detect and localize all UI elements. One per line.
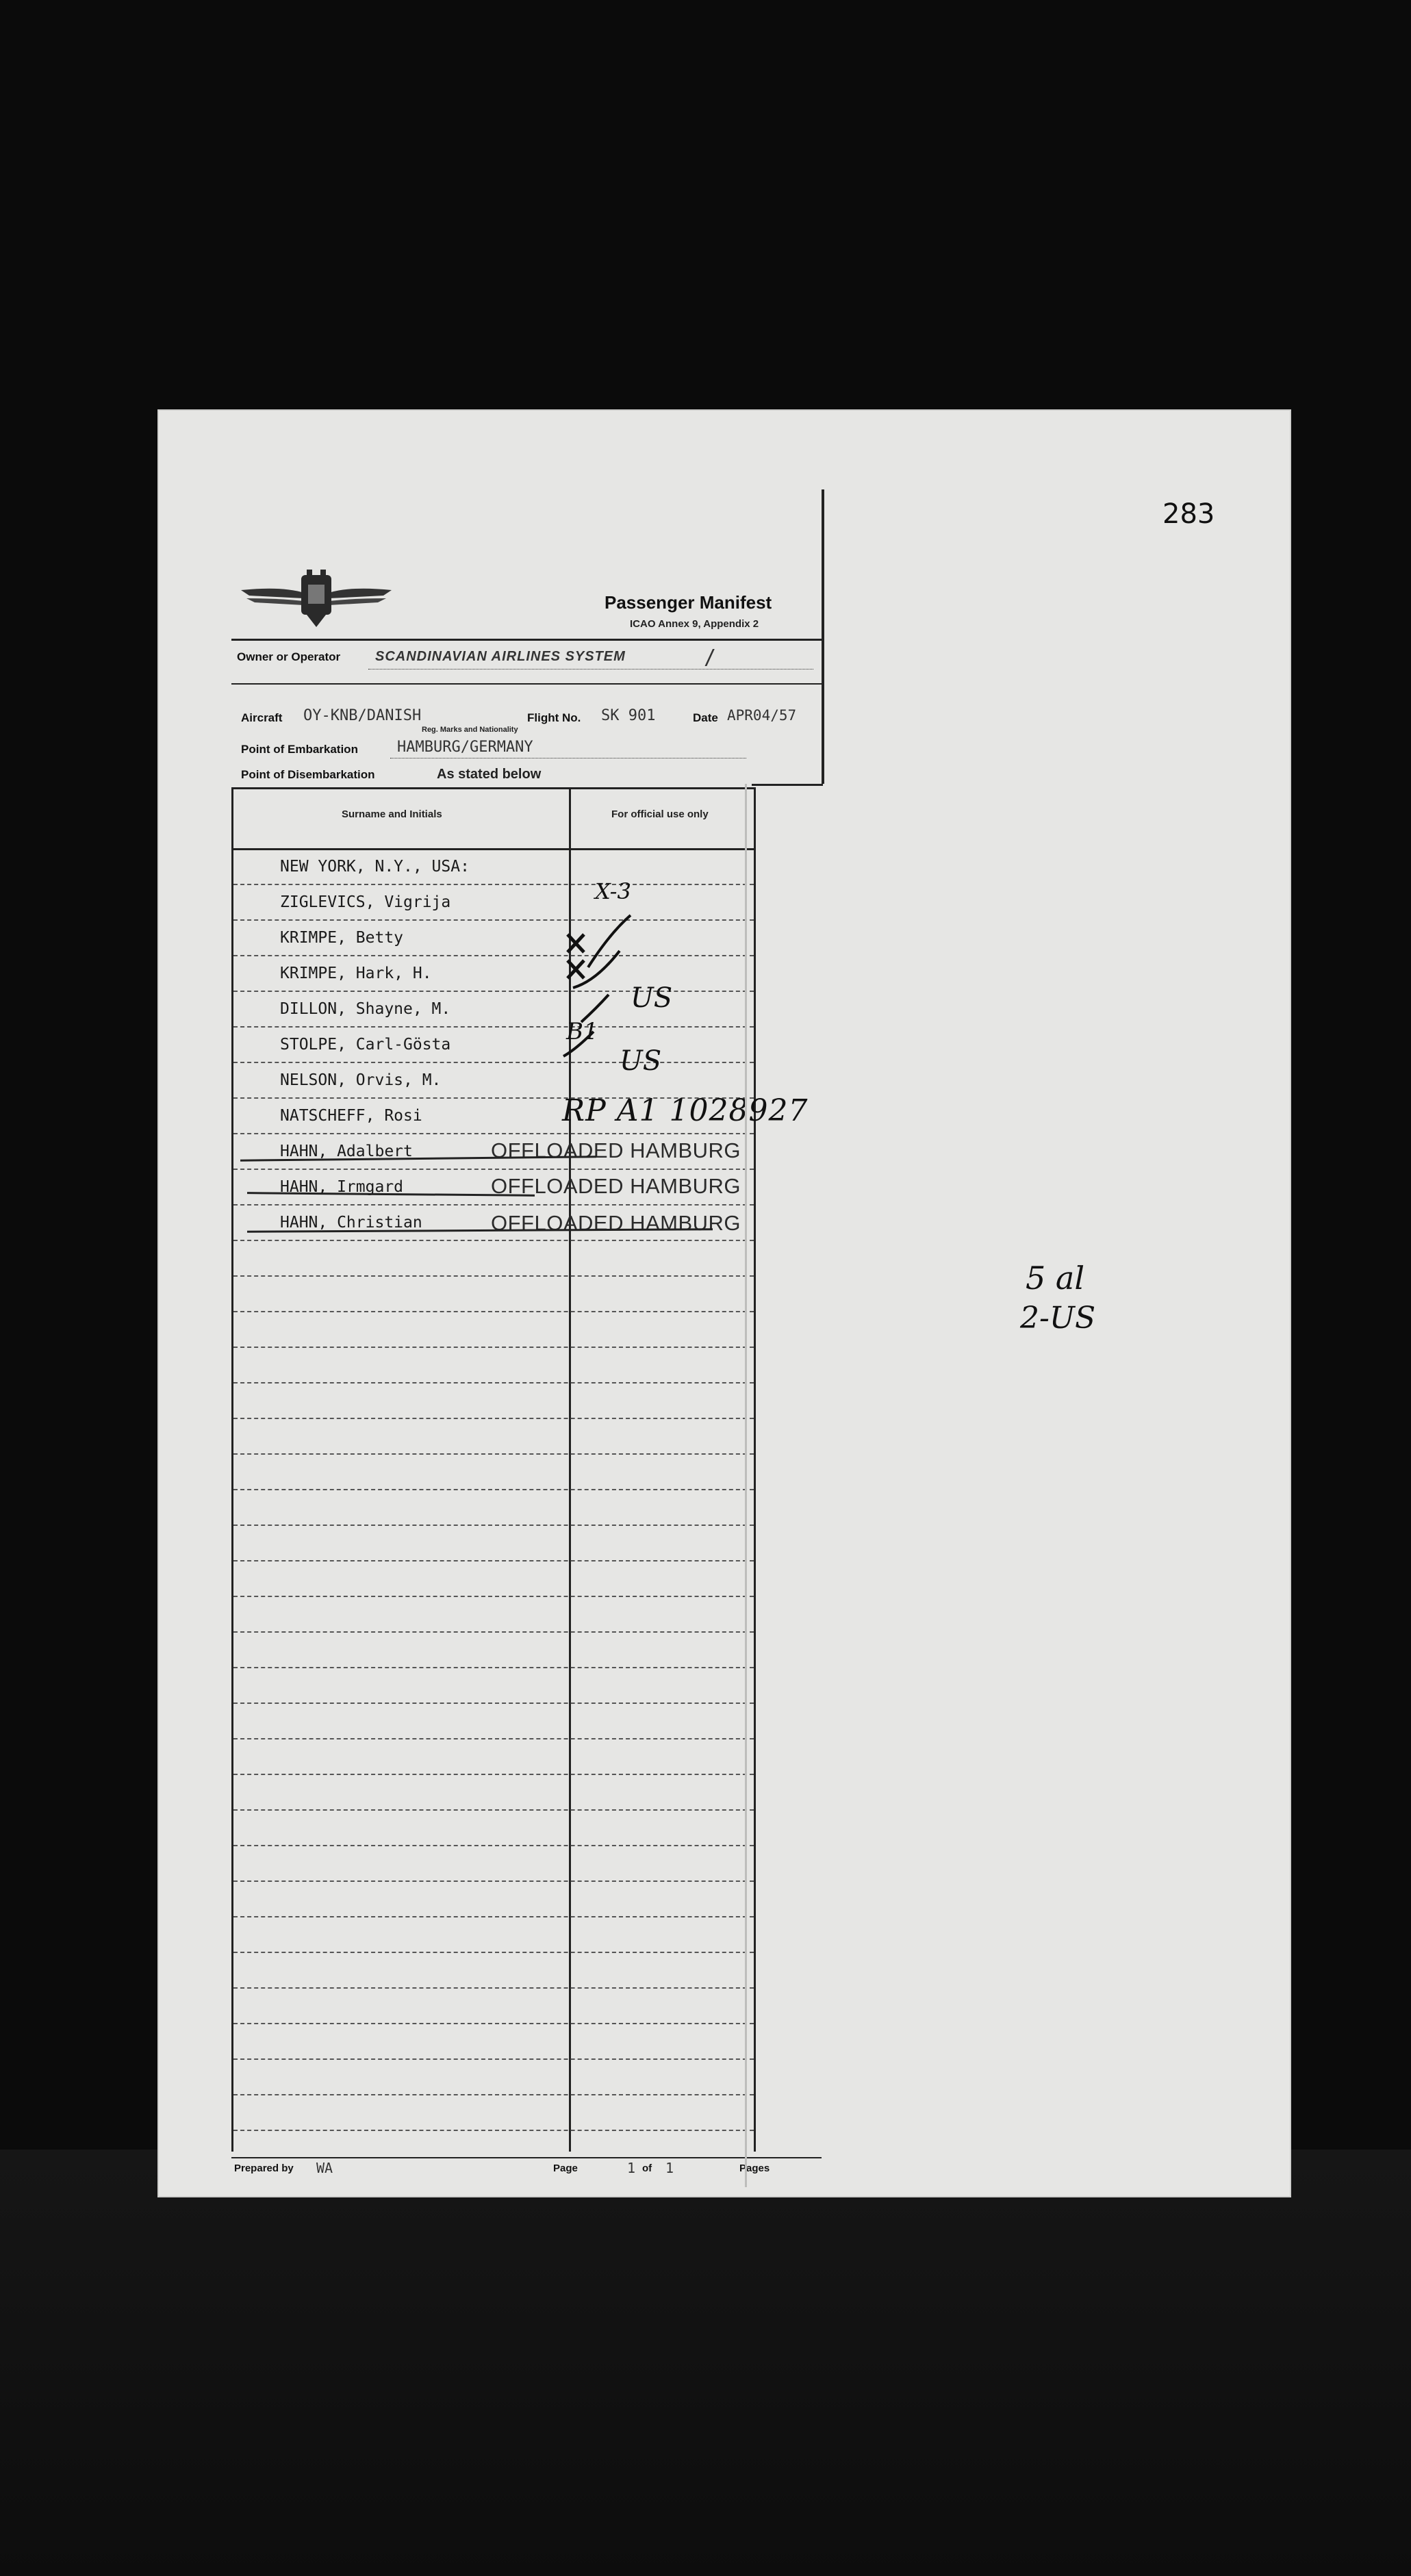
- table-row-line: [233, 1311, 754, 1312]
- handwritten-note: RP A1 1028927: [562, 1093, 809, 1128]
- table-row-line: [233, 919, 754, 921]
- header-rule: [231, 639, 822, 641]
- date-value: APR04/57: [727, 707, 797, 724]
- page-number: 283: [1162, 498, 1215, 530]
- table-row-line: [233, 1204, 754, 1206]
- offloaded-stamp: OFFLOADED HAMBURG: [491, 1211, 741, 1235]
- table-row-line: [233, 2058, 754, 2060]
- table-row-line: [233, 1489, 754, 1490]
- table-header-rule: [233, 848, 754, 850]
- disembark-label: Point of Disembarkation: [241, 768, 375, 781]
- manifest-form: [231, 489, 823, 2189]
- table-row-line: [233, 2130, 754, 2131]
- offloaded-stamp: OFFLOADED HAMBURG: [491, 1174, 741, 1198]
- flight-label: Flight No.: [527, 711, 581, 724]
- table-row-line: [233, 1916, 754, 1917]
- header-notch: [752, 784, 823, 786]
- disembark-value: As stated below: [437, 767, 542, 782]
- table-row-line: [233, 1596, 754, 1597]
- table-row-line: [233, 2023, 754, 2024]
- margin-note: 2-US: [1020, 1301, 1096, 1336]
- owner-mark: /: [704, 646, 717, 669]
- table-entry: ZIGLEVICS, Vigrija: [280, 893, 451, 911]
- table-row-line: [233, 1453, 754, 1455]
- table-row-line: [233, 1667, 754, 1668]
- background-bottom-band: [0, 2150, 1411, 2576]
- table-entry: NELSON, Orvis, M.: [280, 1071, 442, 1089]
- table-row-line: [233, 1845, 754, 1846]
- form-title: Passenger Manifest: [605, 592, 772, 613]
- table-entry: KRIMPE, Betty: [280, 929, 404, 947]
- table-entry-offloaded: HAHN, Irmgard: [280, 1178, 404, 1196]
- of-label: of: [642, 2163, 652, 2174]
- table-row-line: [233, 1240, 754, 1241]
- flight-value: SK 901: [601, 707, 656, 724]
- table-entry: NATSCHEFF, Rosi: [280, 1107, 422, 1125]
- table-row-line: [233, 955, 754, 956]
- table-row-line: [233, 1347, 754, 1348]
- table-row-line: [233, 884, 754, 885]
- table-row-line: [233, 1026, 754, 1028]
- table-entry-offloaded: HAHN, Christian: [280, 1214, 422, 1232]
- handwritten-note: B1: [566, 1018, 598, 1045]
- table-row-line: [233, 991, 754, 992]
- offloaded-stamp: OFFLOADED HAMBURG: [491, 1138, 741, 1162]
- table-entry: KRIMPE, Hark, H.: [280, 965, 432, 982]
- pages-label: Pages: [739, 2163, 770, 2174]
- table-row-line: [233, 1133, 754, 1134]
- margin-note: 5 al: [1026, 1260, 1085, 1297]
- date-label: Date: [693, 711, 718, 724]
- table-row-line: [233, 1987, 754, 1989]
- table-row-line: [233, 1952, 754, 1953]
- handwritten-note: US: [620, 1045, 662, 1077]
- embark-label: Point of Embarkation: [241, 743, 358, 756]
- table-row-line: [233, 1809, 754, 1811]
- form-footer: [231, 2157, 822, 2186]
- aircraft-value: OY-KNB/DANISH: [303, 707, 422, 724]
- page-value: 1: [627, 2160, 636, 2176]
- table-row-line: [233, 1062, 754, 1063]
- handwritten-note: X-3: [595, 878, 631, 904]
- handwritten-note: US: [631, 982, 673, 1014]
- table-entry-offloaded: HAHN, Adalbert: [280, 1143, 413, 1160]
- table-row-line: [233, 1275, 754, 1277]
- table-row-line: [233, 1774, 754, 1775]
- table-row-line: [233, 1631, 754, 1633]
- prepared-value: WA: [316, 2160, 333, 2176]
- table-row-line: [233, 1169, 754, 1170]
- reg-caption: Reg. Marks and Nationality: [422, 726, 518, 734]
- table-row-line: [233, 1560, 754, 1561]
- page-label: Page: [553, 2163, 578, 2174]
- owner-value: SCANDINAVIAN AIRLINES SYSTEM: [375, 649, 626, 664]
- table-row-line: [233, 1382, 754, 1383]
- table-row-line: [233, 1525, 754, 1526]
- owner-label: Owner or Operator: [237, 650, 341, 663]
- table-row-line: [233, 1418, 754, 1419]
- table-row-line: [233, 2094, 754, 2095]
- table-entry: STOLPE, Carl-Gösta: [280, 1036, 451, 1054]
- col-header-surname: Surname and Initials: [342, 808, 442, 820]
- owner-rule: [231, 683, 822, 685]
- panel-edge: [745, 784, 747, 2187]
- col-header-official: For official use only: [611, 808, 709, 820]
- aircraft-label: Aircraft: [241, 711, 283, 724]
- passenger-table: [231, 787, 809, 2152]
- table-entry-destination: NEW YORK, N.Y., USA:: [280, 858, 470, 876]
- table-row-line: [233, 1703, 754, 1704]
- table-row-line: [233, 1880, 754, 1882]
- prepared-label: Prepared by: [234, 2163, 294, 2174]
- of-value: 1: [665, 2160, 674, 2176]
- embark-value: HAMBURG/GERMANY: [397, 739, 533, 756]
- table-entry: DILLON, Shayne, M.: [280, 1000, 451, 1018]
- form-subtitle: ICAO Annex 9, Appendix 2: [630, 618, 759, 630]
- table-row-line: [233, 1738, 754, 1739]
- airline-wings-logo-icon: [241, 568, 392, 630]
